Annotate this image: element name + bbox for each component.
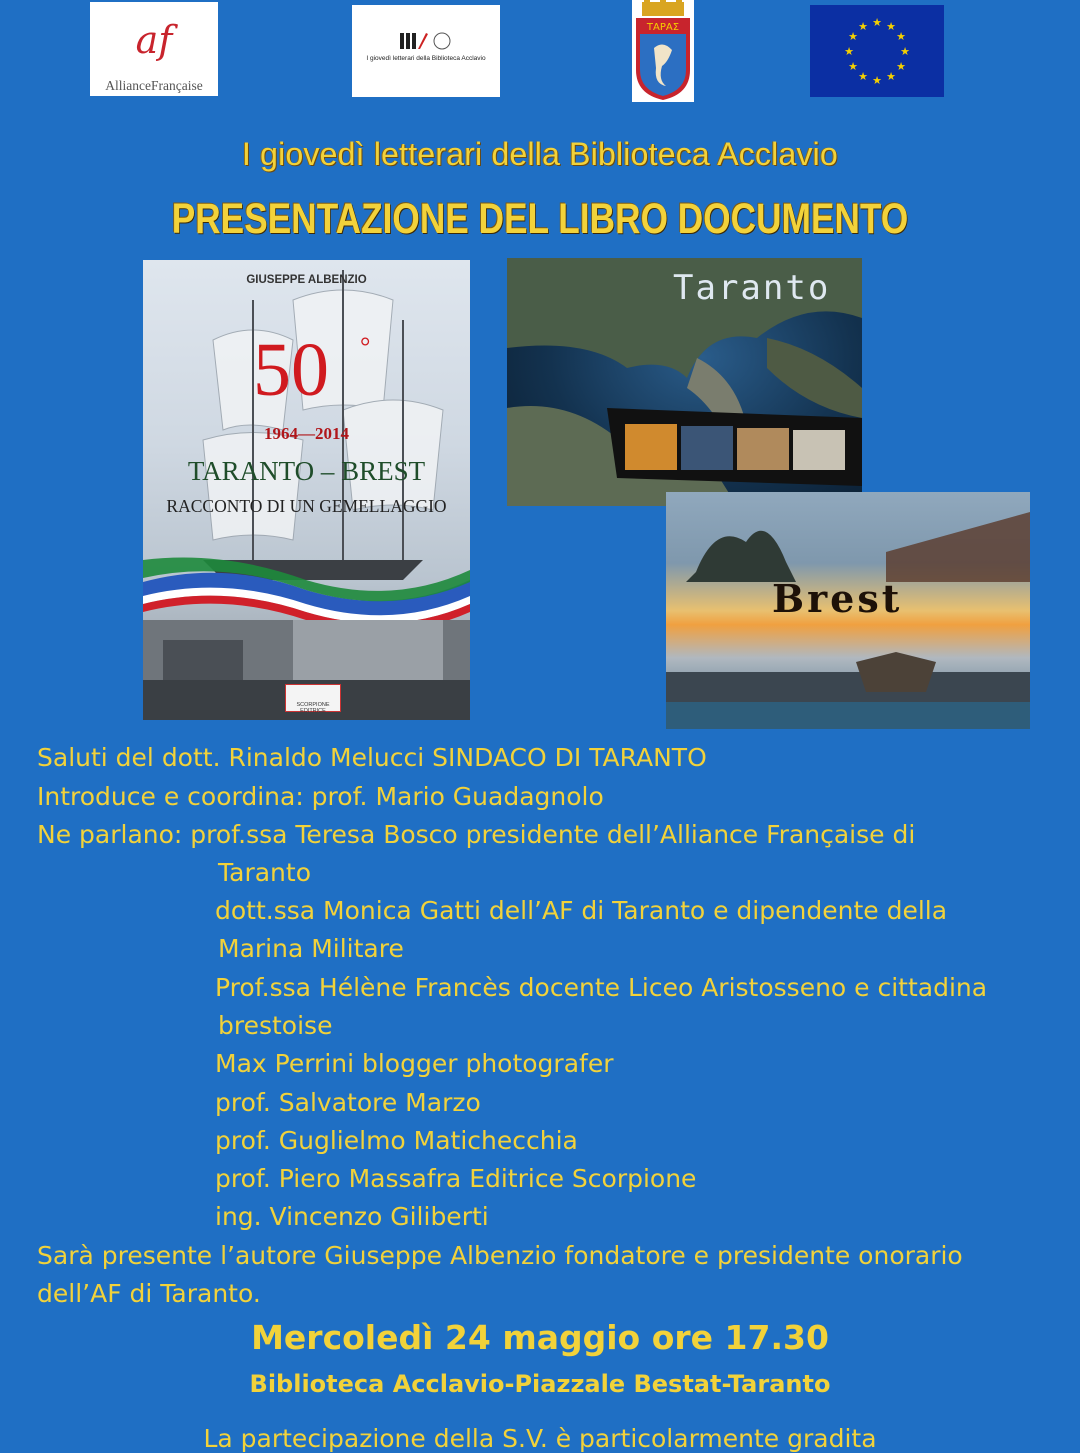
cover-title: TARANTO – BREST [187, 456, 426, 486]
closing-line: La partecipazione della S.V. è particolarmente gradita [203, 1424, 877, 1453]
speaker-7: prof. Piero Massafra Editrice Scorpione [215, 1164, 697, 1193]
publisher-logo: SCORPIONE EDITRICE [285, 684, 341, 712]
svg-text:★: ★ [844, 45, 854, 58]
crest-text: ΤΑΡΑΣ [646, 22, 680, 33]
speaker-6: prof. Guglielmo Matichecchia [215, 1126, 578, 1155]
cover-anniversary-number: 50 [253, 328, 329, 412]
biblioteca-logo-text: I giovedì letterari della Biblioteca Acclavio [366, 55, 486, 62]
cover-author: GIUSEPPE ALBENZIO [246, 274, 367, 286]
brest-label: Brest [772, 576, 903, 621]
speaker-1-continuation: Taranto [218, 858, 311, 887]
svg-text:★: ★ [872, 16, 882, 29]
speaker-4: Max Perrini blogger photografer [215, 1049, 614, 1078]
speaker-2-continuation: Marina Militare [218, 934, 404, 963]
cover-degree-symbol: ° [360, 332, 371, 361]
books-icon [400, 31, 452, 51]
series-title: I giovedì letterari della Biblioteca Acclavio [242, 136, 838, 172]
speaker-3-continuation: brestoise [218, 1011, 333, 1040]
cover-subtitle: RACCONTO DI UN GEMELLAGGIO [166, 496, 447, 516]
eu-stars-icon [810, 5, 944, 97]
event-place: Biblioteca Acclavio-Piazzale Bestat-Taranto [249, 1370, 831, 1398]
af-name: AllianceFrançaise [105, 78, 203, 93]
svg-text:★: ★ [900, 45, 910, 58]
biblioteca-logo [352, 5, 500, 97]
brest-image [666, 492, 1030, 729]
speaker-8: ing. Vincenzo Giliberti [215, 1202, 489, 1231]
svg-text:★: ★ [896, 60, 906, 73]
author-presence-line: Sarà presente l’autore Giuseppe Albenzio fondatore e presidente onorario [37, 1241, 963, 1270]
alliance-francaise-logo [90, 2, 218, 96]
author-presence-continuation: dell’AF di Taranto. [37, 1279, 261, 1308]
speaker-3: Prof.ssa Hélène Francès docente Liceo Aristosseno e cittadina [215, 973, 988, 1002]
event-date: Mercoledì 24 maggio ore 17.30 [251, 1318, 829, 1357]
eu-flag [810, 5, 944, 97]
taranto-label: Taranto [673, 268, 831, 308]
speaker-5: prof. Salvatore Marzo [215, 1088, 481, 1117]
cover-years: 1964—2014 [264, 424, 349, 443]
af-mark: af [135, 18, 173, 62]
speaker-2: dott.ssa Monica Gatti dell’AF di Taranto e dipendente della [215, 896, 948, 925]
speakers-intro-line: Ne parlano: prof.ssa Teresa Bosco presidente dell’Alliance Française di [37, 820, 916, 849]
svg-text:★: ★ [872, 74, 882, 87]
event-title: PRESENTAZIONE DEL LIBRO DOCUMENTO [171, 195, 909, 243]
svg-text:★: ★ [848, 60, 858, 73]
svg-text:★: ★ [886, 20, 896, 33]
taranto-image [507, 258, 862, 506]
svg-text:★: ★ [886, 70, 896, 83]
crest-icon [632, 0, 694, 102]
taranto-crest [632, 0, 694, 102]
moderator-line: Introduce e coordina: prof. Mario Guadagnolo [37, 782, 604, 811]
greetings-line: Saluti del dott. Rinaldo Melucci SINDACO DI TARANTO [37, 743, 707, 772]
svg-text:★: ★ [858, 70, 868, 83]
svg-text:★: ★ [896, 30, 906, 43]
book-cover [143, 260, 470, 720]
svg-text:★: ★ [848, 30, 858, 43]
svg-text:★: ★ [858, 20, 868, 33]
